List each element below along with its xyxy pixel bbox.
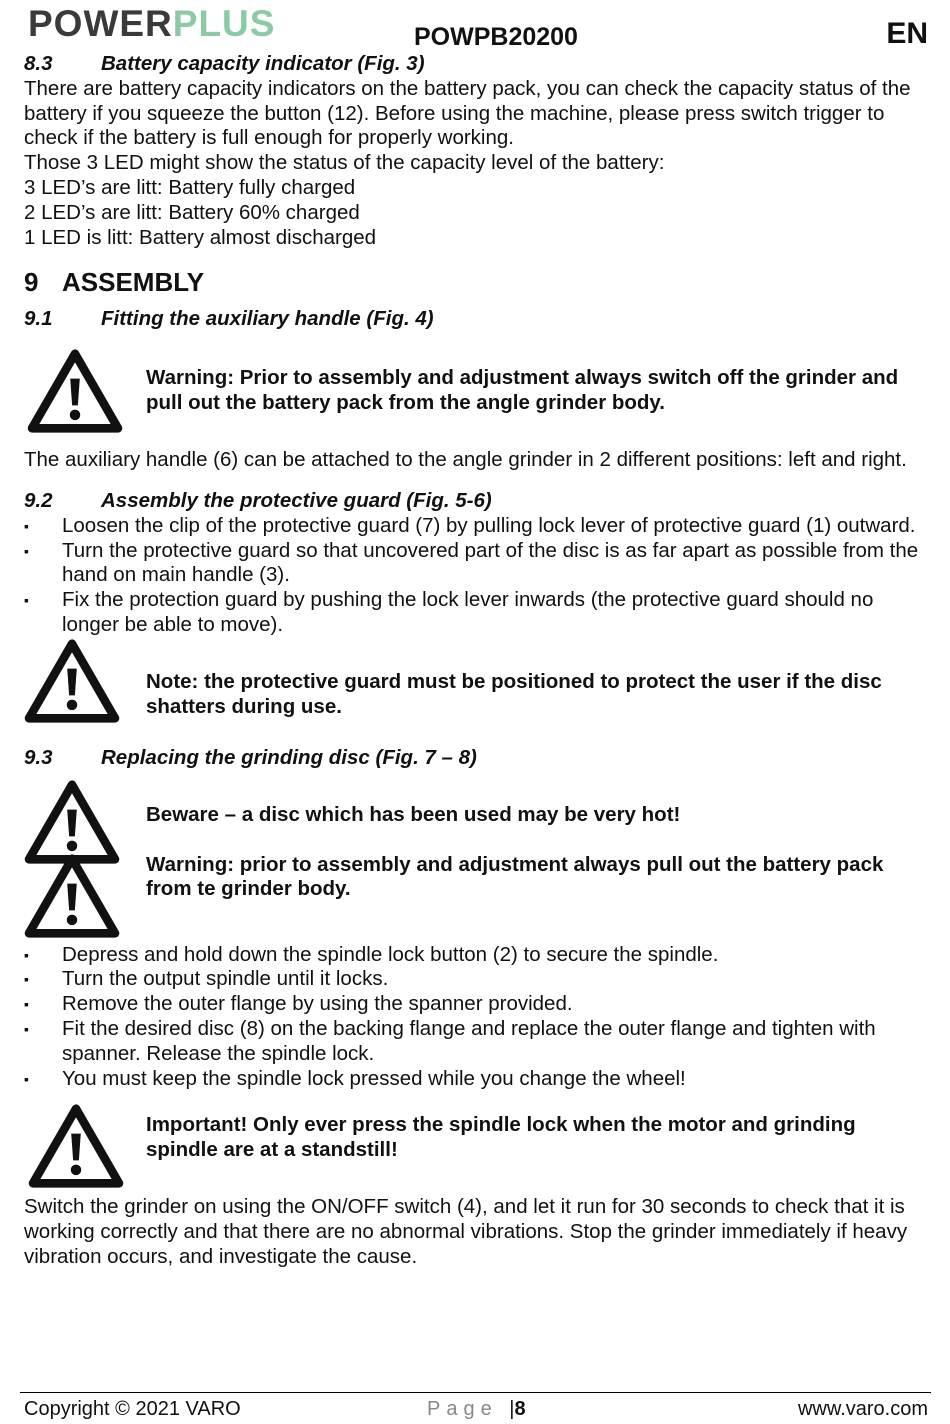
important-text: Important! Only ever press the spindle lock when the motor and grinding spindle are at a standstill! [146, 1113, 856, 1162]
guard-steps-list [24, 514, 928, 638]
list-item: ▪ You must keep the spindle lock pressed while you change the wheel! [24, 1067, 928, 1092]
disc-steps-list [24, 943, 928, 1092]
led-status-3: 3 LED’s are litt: Battery fully charged [24, 175, 356, 199]
section-title: Replacing the grinding disc (Fig. 7 – 8) [101, 745, 477, 769]
website-url: www.varo.com [797, 1398, 928, 1420]
section-title: Assembly the protective guard (Fig. 5-6) [101, 488, 492, 512]
warning-block [24, 853, 928, 941]
copyright: Copyright © 2021 VARO [24, 1398, 241, 1420]
list-item: ▪ Loosen the clip of the protective guard (7) by pulling lock lever of protective guard (1) outward. [24, 514, 928, 539]
section-8-3-heading [24, 52, 928, 77]
section-title: Battery capacity indicator (Fig. 3) [101, 52, 425, 75]
warning-triangle-icon [24, 853, 120, 939]
section-title: Fitting the auxiliary handle (Fig. 4) [101, 307, 434, 331]
list-item: ▪ Turn the output spindle until it locks. [24, 967, 928, 992]
list-item: ▪ Turn the protective guard so that uncovered part of the disc is as far apart as possible from the hand on main handle (3). [24, 539, 928, 589]
powerplus-logo [28, 2, 275, 46]
page-header [0, 0, 950, 50]
chapter-title: ASSEMBLY [62, 267, 205, 298]
language-code: EN [886, 17, 928, 50]
capacity-paragraph: There are battery capacity indicators on the battery pack, you can check the capacity status of the battery if you squeeze the button (12). Before using the machine, please press switch trigger to check if the battery is full enough for properly working. [24, 76, 911, 150]
page-separator: | [509, 1398, 515, 1420]
page-content [24, 52, 928, 1270]
page-number: 8 [514, 1398, 526, 1420]
section-9-3-heading [24, 746, 928, 771]
section-9-1-heading [24, 307, 928, 332]
logo-plus: PLUS [172, 3, 276, 44]
note-text: Note: the protective guard must be positioned to protect the user if the disc shatters during use. [146, 669, 882, 718]
chapter-number: 9 [24, 267, 39, 298]
beware-text: Beware – a disc which has been used may be very hot! [146, 802, 681, 826]
model-number: POWPB20200 [414, 23, 578, 51]
note-block [24, 638, 928, 724]
footer-divider [20, 1392, 931, 1393]
auxiliary-handle-paragraph: The auxiliary handle (6) can be attached to the angle grinder in 2 different positions: left and right. [24, 448, 907, 472]
warning-triangle-icon [28, 1103, 124, 1189]
warning-block [24, 348, 928, 438]
section-number: 9.3 [24, 745, 53, 769]
list-item: ▪ Fix the protection guard by pushing the lock lever inwards (the protective guard should no longer be able to move). [24, 588, 928, 638]
led-status-intro: Those 3 LED might show the status of the capacity level of the battery: [24, 151, 665, 175]
page-label: Page [427, 1398, 498, 1420]
warning-triangle-icon [27, 348, 123, 434]
section-9-2-heading [24, 489, 928, 514]
led-status-2: 2 LED’s are litt: Battery 60% charged [24, 200, 360, 224]
list-item: ▪ Remove the outer flange by using the spanner provided. [24, 992, 928, 1017]
logo-power: POWER [28, 3, 173, 44]
warning-text: Warning: Prior to assembly and adjustment always switch off the grinder and pull out the battery pack from the angle grinder body. [146, 366, 899, 414]
list-item: ▪ Depress and hold down the spindle lock button (2) to secure the spindle. [24, 943, 928, 968]
led-status-1: 1 LED is litt: Battery almost discharged [24, 225, 377, 249]
section-number: 9.1 [24, 307, 53, 331]
test-run-paragraph: Switch the grinder on using the ON/OFF switch (4), and let it run for 30 seconds to check that it is working correctly and that there are no abnormal vibrations. Stop the grinder immediately if heavy vibration occurs, and investigate the cause. [24, 1195, 908, 1268]
list-item: ▪ Fit the desired disc (8) on the backing flange and replace the outer flange and tighten with spanner. Release the spindle lock. [24, 1017, 928, 1067]
beware-block [24, 779, 928, 863]
warning-text: Warning: prior to assembly and adjustment always pull out the battery pack from te grinder body. [146, 852, 884, 901]
section-number: 9.2 [24, 488, 53, 512]
important-block [24, 1103, 928, 1193]
section-9-heading [24, 267, 928, 297]
warning-triangle-icon [24, 638, 120, 724]
page-indicator [427, 1397, 526, 1421]
section-number: 8.3 [24, 52, 53, 75]
